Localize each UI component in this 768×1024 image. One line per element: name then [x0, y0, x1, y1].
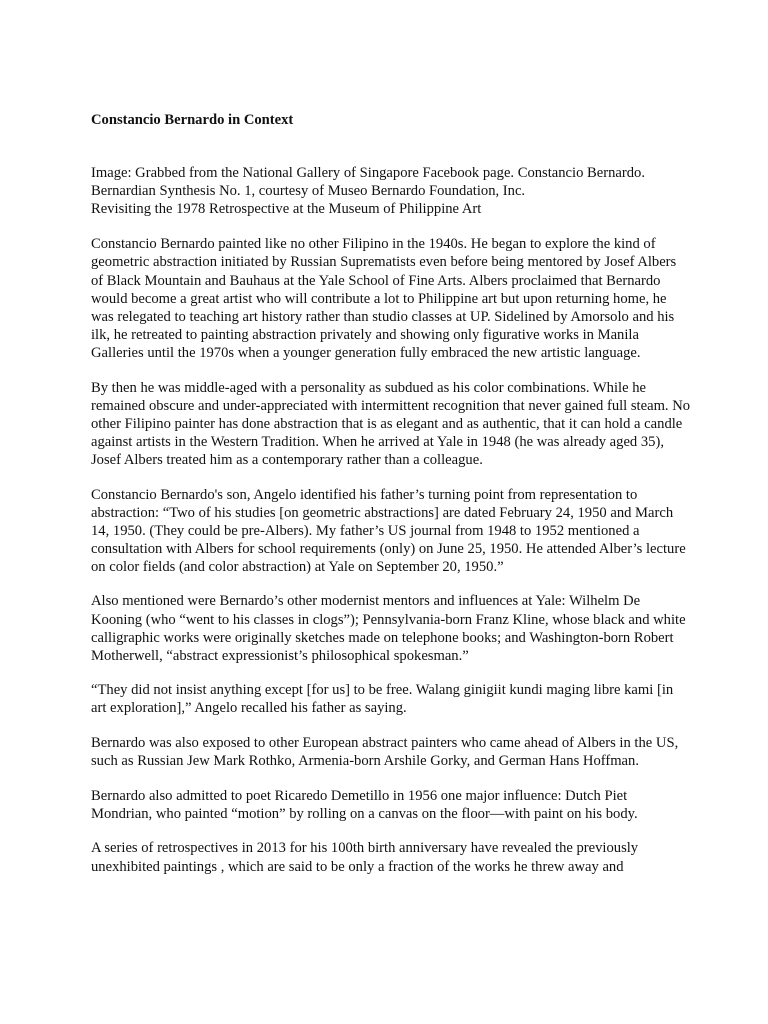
paragraph-5: “They did not insist anything except [for us] to be free. Walang ginigiit kundi maging libre kami [in art exploration],” Angelo recalled his father as saying.	[91, 682, 674, 717]
paragraph-1: Constancio Bernardo painted like no other Filipino in the 1940s. He began to explore the kind of geometric abstraction initiated by Russian Suprematists even before being mentored by Josef Albers of Black Mountain and Bauhaus at the Yale School of Fine Arts. Albers proclaimed that Bernardo would become a great artist who will contribute a lot to Philippine art but upon returning home, he was relegated to teaching art history rather than studio classes at UP. Sidelined by Amorsolo and his ilk, he retreated to painting abstraction privately and showing only figurative works in Manila Galleries until the 1970s when a younger generation fully embraced the new artistic language.	[91, 236, 677, 361]
image-caption	[91, 164, 691, 218]
paragraph-3: Constancio Bernardo's son, Angelo identified his father’s turning point from representation to abstraction: “Two of his studies [on geometric abstractions] are dated February 24, 1950 and March 14, 1950. (They could be pre-Albers). My father’s US journal from 1948 to 1952 mentioned a consultation with Albers for school requirements (only) on June 25, 1950. He attended Alber’s lecture on color fields (and color abstraction) at Yale on September 20, 1950.”	[91, 486, 686, 575]
paragraph-4: Also mentioned were Bernardo’s other modernist mentors and influences at Yale: Wilhelm De Kooning (who “went to his classes in clogs”); Pennsylvania-born Franz Kline, whose black and white calligraphic works were originally sketches made on telephone books; and Washington-born Robert Motherwell, “abstract expressionist’s philosophical spokesman.”	[91, 593, 686, 664]
paragraph-7: Bernardo also admitted to poet Ricaredo Demetillo in 1956 one major influence: Dutch Piet Mondrian, who painted “motion” by rolling on a canvas on the floor—with paint on his body.	[91, 787, 638, 822]
paragraph-6: Bernardo was also exposed to other European abstract painters who came ahead of Albers in the US, such as Russian Jew Mark Rothko, Armenia-born Arshile Gorky, and German Hans Hoffman.	[91, 735, 679, 770]
document-body	[91, 111, 691, 892]
document-title: Constancio Bernardo in Context	[91, 112, 294, 128]
paragraph-8: A series of retrospectives in 2013 for his 100th birth anniversary have revealed the previously unexhibited paintings , which are said to be only a fraction of the works he threw away and	[91, 840, 639, 875]
caption-line-2: Revisiting the 1978 Retrospective at the Museum of Philippine Art	[91, 201, 482, 218]
caption-line-1: Image: Grabbed from the National Gallery of Singapore Facebook page. Constancio Bernardo. Bernardian Synthesis No. 1, courtesy of Museo Bernardo Foundation, Inc.	[91, 165, 645, 200]
paragraph-2: By then he was middle-aged with a personality as subdued as his color combinations. While he remained obscure and under-appreciated with intermittent recognition that never gained full steam. No other Filipino painter has done abstraction that is as elegant and as authentic, that it can hold a candle against artists in the Western Tradition. When he arrived at Yale in 1948 (he was already aged 35), Josef Albers treated him as a contemporary rather than a colleague.	[91, 379, 691, 468]
